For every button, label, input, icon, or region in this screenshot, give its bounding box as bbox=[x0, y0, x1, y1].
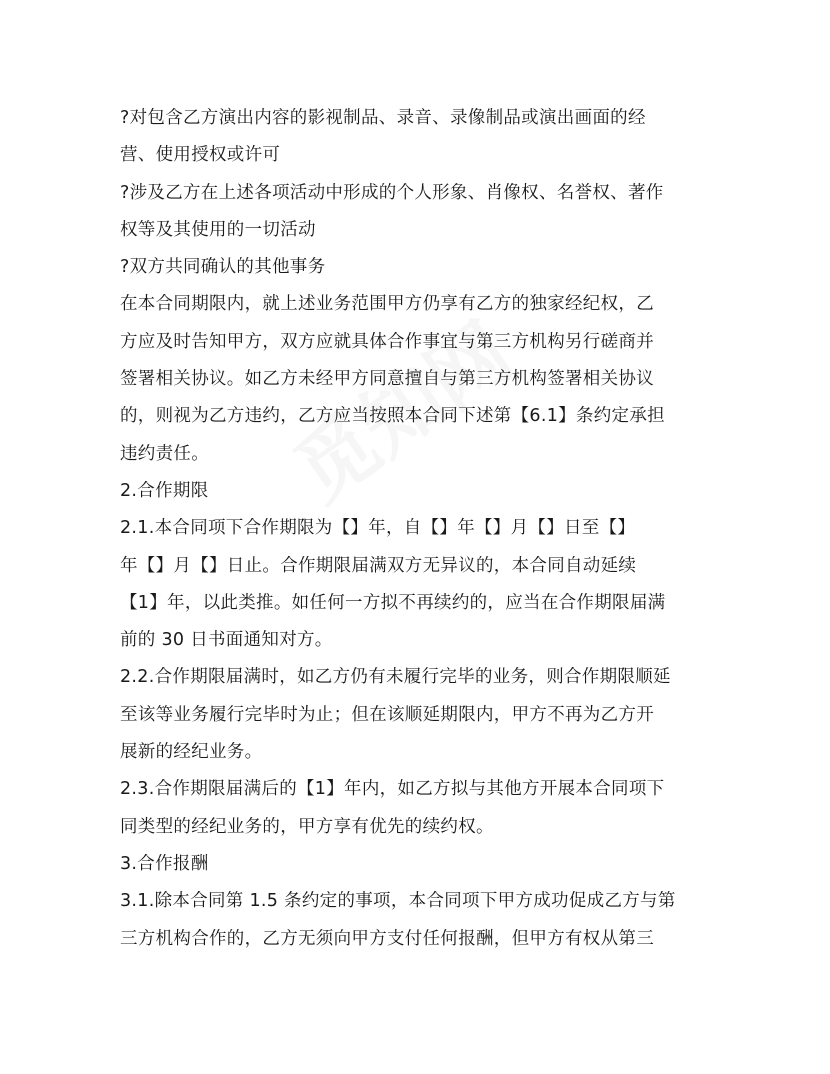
text-line: 2.1.本合同项下合作期限为【】年，自【】年【】月【】日至【】 bbox=[120, 518, 636, 539]
text-line: 展新的经纪业务。 bbox=[120, 742, 263, 763]
text-line: ?双方共同确认的其他事务 bbox=[120, 257, 326, 278]
text-line: 2.3.合作期限届满后的【1】年内，如乙方拟与其他方开展本合同项下 bbox=[120, 779, 665, 800]
text-line: 年【】月【】日止。合作期限届满双方无异议的，本合同自动延续 bbox=[120, 555, 637, 576]
text-line: 签署相关协议。如乙方未经甲方同意擅自与第三方机构签署相关协议 bbox=[120, 369, 654, 390]
document-page bbox=[120, 100, 720, 958]
text-line: ?涉及乙方在上述各项活动中形成的个人形象、肖像权、名誉权、著作 bbox=[120, 182, 664, 203]
text-line: 权等及其使用的一切活动 bbox=[120, 219, 316, 240]
text-line: 的，则视为乙方违约，乙方应当按照本合同下述第【6.1】条约定承担 bbox=[120, 406, 665, 427]
section-heading: 3.合作报酬 bbox=[120, 853, 209, 874]
text-line: 违约责任。 bbox=[120, 443, 209, 464]
text-line: 2.2.合作期限届满时，如乙方仍有未履行完毕的业务，则合作期限顺延 bbox=[120, 667, 671, 688]
text-line: 同类型的经纪业务的，甲方享有优先的续约权。 bbox=[120, 816, 494, 837]
text-line: 【1】年，以此类推。如任何一方拟不再续约的，应当在合作期限届满 bbox=[120, 592, 666, 613]
text-line: 营、使用授权或许可 bbox=[120, 145, 281, 166]
text-line: ?对包含乙方演出内容的影视制品、录音、录像制品或演出画面的经 bbox=[120, 108, 646, 128]
text-line: 前的 30 日书面通知对方。 bbox=[120, 630, 333, 651]
text-line: 3.1.除本合同第 1.5 条约定的事项，本合同项下甲方成功促成乙方与第 bbox=[120, 891, 676, 912]
section-heading: 2.合作期限 bbox=[120, 480, 209, 501]
text-line: 方应及时告知甲方，双方应就具体合作事宜与第三方机构另行磋商并 bbox=[120, 331, 654, 352]
text-line: 至该等业务履行完毕时为止；但在该顺延期限内，甲方不再为乙方开 bbox=[120, 704, 654, 725]
text-line: 三方机构合作的，乙方无须向甲方支付任何报酬，但甲方有权从第三 bbox=[120, 928, 654, 949]
text-line: 在本合同期限内，就上述业务范围甲方仍享有乙方的独家经纪权，乙 bbox=[120, 294, 654, 315]
